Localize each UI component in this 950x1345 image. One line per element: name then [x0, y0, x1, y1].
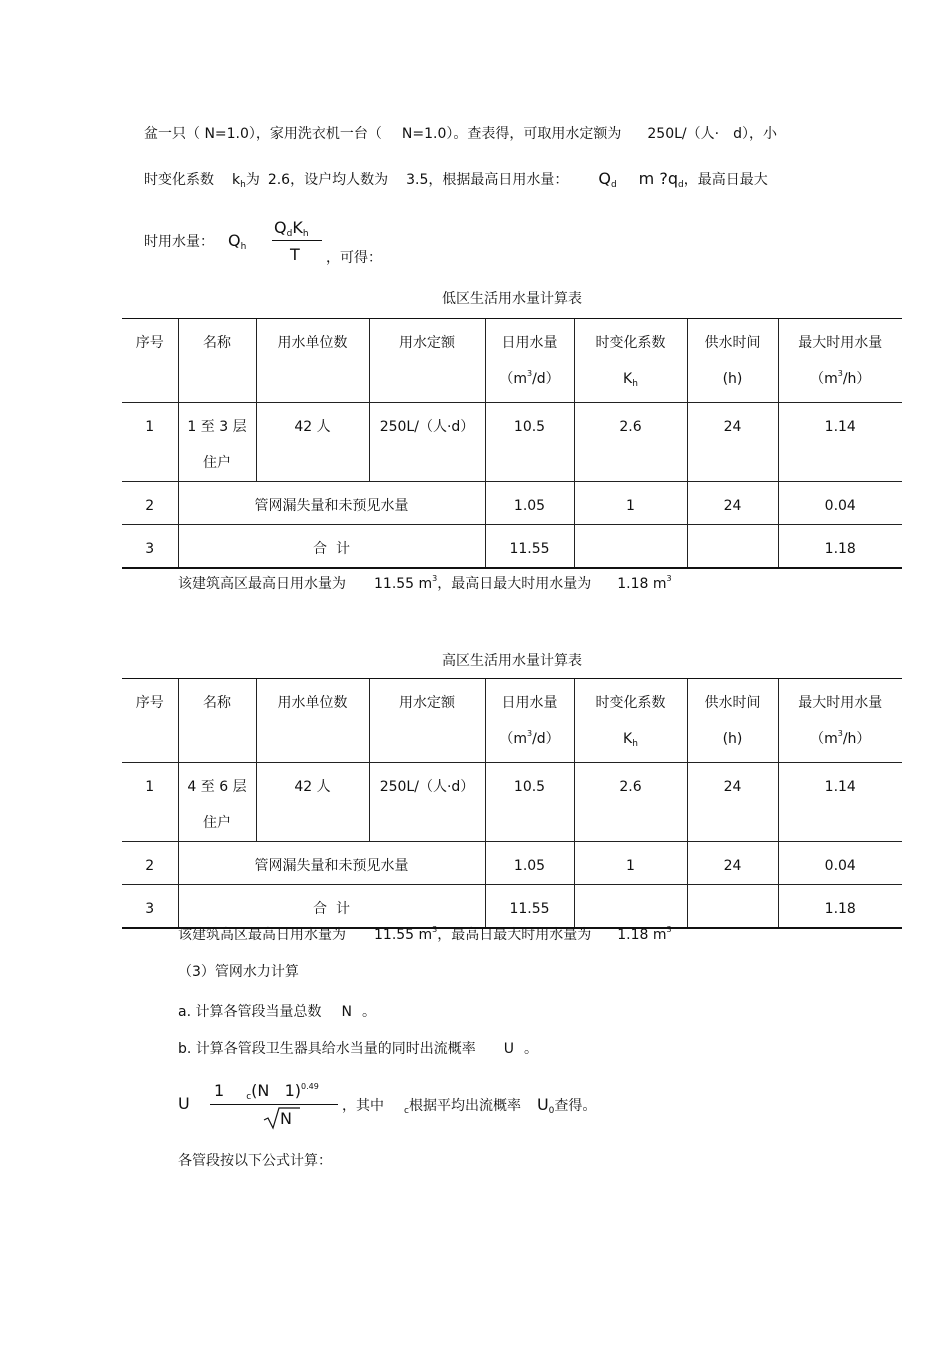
item-b-text: b. 计算各管段卫生器具给水当量的同时出流概率 [178, 1041, 476, 1057]
header-units: 用水单位数 [256, 319, 369, 403]
table-low-caption: 低区生活用水量计算表 [442, 291, 582, 307]
cell-hours: 24 [687, 482, 778, 525]
cell-name: 管网漏失量和未预见水量 [178, 842, 485, 885]
header-daily-label: 日用水量 [501, 695, 558, 711]
header-hours-unit: (h) [722, 731, 743, 747]
table-row [122, 525, 902, 569]
header-quota: 用水定额 [369, 319, 485, 403]
unit-sup: 3 [837, 729, 843, 738]
fraction-line [272, 240, 322, 241]
cell-seq: 2 [122, 842, 178, 885]
summary-sup: 3 [666, 574, 672, 583]
header-max-label: 最大时用水量 [798, 695, 883, 711]
header-daily [485, 319, 574, 403]
cell-name: 合 计 [178, 885, 485, 929]
kh-sym: K [623, 371, 633, 387]
cell-kh [574, 525, 687, 569]
cell-name-line2: 住户 [203, 815, 231, 831]
cell-seq: 1 [122, 403, 178, 482]
num-exp: 0.49 [301, 1082, 319, 1091]
unit-text: （m [499, 731, 527, 747]
summary-value: 1.18 m [617, 576, 667, 592]
item-b [178, 1040, 538, 1058]
summary-low [178, 575, 672, 595]
header-daily-label: 日用水量 [501, 335, 558, 351]
header-daily [485, 679, 574, 763]
cell-name-line1: 1 至 3 层 [187, 419, 247, 435]
Q-subscript: d [610, 180, 617, 190]
intro-line-2 [144, 170, 768, 194]
q-subscript: d [678, 180, 684, 190]
cell-kh: 2.6 [574, 763, 687, 842]
header-kh [574, 679, 687, 763]
num-Q-sub: d [286, 229, 293, 239]
item-a [178, 1003, 376, 1021]
summary-text: 该建筑高区最高日用水量为 [178, 927, 346, 943]
formula-U0-sub: 0 [548, 1106, 555, 1116]
kh-sub: h [632, 379, 638, 389]
header-name: 名称 [178, 319, 256, 403]
summary-high [178, 926, 672, 946]
cell-max: 1.18 [778, 525, 902, 569]
num-paren: (N 1) [251, 1081, 302, 1100]
summary-value: 1.18 m [617, 927, 667, 943]
cell-max: 0.04 [778, 482, 902, 525]
header-units: 用水单位数 [256, 679, 369, 763]
summary-text: 该建筑高区最高日用水量为 [178, 576, 346, 592]
num-K: K [292, 218, 303, 237]
header-max [778, 679, 902, 763]
summary-value: 11.55 m [374, 576, 433, 592]
table-row [122, 885, 902, 929]
formula-text: 查得。 [554, 1098, 597, 1114]
table-row [122, 403, 902, 482]
cell-hours: 24 [687, 763, 778, 842]
formula-U0: U [536, 1095, 549, 1114]
cell-daily: 1.05 [485, 482, 574, 525]
cell-name [178, 763, 256, 842]
header-quota: 用水定额 [369, 679, 485, 763]
cell-daily: 10.5 [485, 403, 574, 482]
intro-text: 2.6，设户均人数为 [267, 172, 389, 188]
unit-sup: 3 [526, 729, 533, 738]
table-row [122, 842, 902, 885]
cell-seq: 1 [122, 763, 178, 842]
cell-name-line2: 住户 [203, 455, 231, 471]
summary-value: 11.55 m [374, 927, 433, 943]
formula-numerator [214, 1082, 319, 1106]
cell-max: 1.18 [778, 885, 902, 929]
kh-subscript: h [240, 180, 246, 190]
unit-text: （m [810, 731, 838, 747]
formula-tail [342, 1096, 596, 1120]
intro-line-3 [144, 232, 246, 256]
cell-seq: 3 [122, 885, 178, 929]
cell-max: 1.14 [778, 403, 902, 482]
kh-sym: K [623, 731, 633, 747]
cell-hours [687, 885, 778, 929]
table-high-caption: 高区生活用水量计算表 [442, 653, 582, 669]
intro-text: 时变化系数 [144, 172, 214, 188]
Q-symbol: Q [598, 169, 611, 188]
header-kh-label: 时变化系数 [595, 335, 666, 351]
cell-hours: 24 [687, 403, 778, 482]
header-hours [687, 679, 778, 763]
cell-quota: 250L/（人·d） [369, 403, 485, 482]
num-one: 1 [214, 1081, 225, 1100]
unit-sup: 3 [526, 369, 533, 378]
header-seq: 序号 [122, 319, 178, 403]
item-a-symbol: N [341, 1004, 352, 1020]
num-c: c [246, 1092, 252, 1102]
section-3-title: （3）管网水力计算 [178, 964, 299, 980]
cell-seq: 2 [122, 482, 178, 525]
item-a-end: 。 [361, 1004, 376, 1020]
item-a-text: a. 计算各管段当量总数 [178, 1004, 322, 1020]
intro-text: 时用水量： [144, 234, 214, 250]
Qh-subscript: h [240, 242, 247, 252]
table-low [122, 318, 902, 569]
unit-text: /d） [532, 731, 560, 747]
unit-text: /h） [842, 371, 871, 387]
cell-seq: 3 [122, 525, 178, 569]
num-K-sub: h [302, 229, 309, 239]
cell-kh [574, 885, 687, 929]
intro-line-1 [144, 125, 777, 143]
formula-c: c [404, 1106, 409, 1116]
cell-daily: 1.05 [485, 842, 574, 885]
header-kh [574, 319, 687, 403]
cell-name: 合 计 [178, 525, 485, 569]
header-hours-label: 供水时间 [704, 335, 761, 351]
summary-sup: 3 [666, 925, 672, 934]
header-hours [687, 319, 778, 403]
cell-units: 42 人 [256, 403, 369, 482]
table-header-row [122, 679, 902, 763]
cell-name [178, 403, 256, 482]
unit-text: （m [810, 371, 838, 387]
table-row [122, 482, 902, 525]
intro-text: ，可得： [326, 250, 382, 266]
intro-text: N=1.0）。查表得，可取用水定额为 [401, 126, 622, 142]
cell-daily: 11.55 [485, 525, 574, 569]
formula-denominator: N [280, 1109, 292, 1128]
unit-sup: 3 [837, 369, 843, 378]
header-hours-label: 供水时间 [704, 695, 761, 711]
table-row [122, 763, 902, 842]
fraction-denominator: T [290, 245, 300, 264]
item-b-end: 。 [524, 1041, 539, 1057]
cell-hours [687, 525, 778, 569]
cell-kh: 1 [574, 482, 687, 525]
cell-daily: 11.55 [485, 885, 574, 929]
cell-hours: 24 [687, 842, 778, 885]
header-max-label: 最大时用水量 [798, 335, 883, 351]
num-Q: Q [274, 218, 287, 237]
summary-text: ，最高日最大时用水量为 [437, 576, 592, 592]
summary-text: ，最高日最大时用水量为 [437, 927, 592, 943]
kh-symbol: k [232, 172, 241, 188]
cell-daily: 10.5 [485, 763, 574, 842]
intro-text: d），小 [733, 126, 777, 142]
cell-kh: 2.6 [574, 403, 687, 482]
formula-text: 根据平均出流概率 [408, 1098, 521, 1114]
header-seq: 序号 [122, 679, 178, 763]
intro-text: 250L/（人· [647, 126, 720, 142]
intro-text: ，最高日最大 [683, 172, 768, 188]
item-b-symbol: U [503, 1041, 515, 1057]
formula-fraction-line [210, 1104, 338, 1105]
header-name: 名称 [178, 679, 256, 763]
cell-kh: 1 [574, 842, 687, 885]
summary-sup: 3 [432, 925, 438, 934]
cell-name-line1: 4 至 6 层 [187, 779, 247, 795]
cell-units: 42 人 [256, 763, 369, 842]
cell-name: 管网漏失量和未预见水量 [178, 482, 485, 525]
kh-sub: h [632, 739, 638, 749]
intro-text: 为 [245, 172, 260, 188]
header-hours-unit: (h) [722, 371, 743, 387]
formula-text: m ?q [638, 169, 678, 188]
table-high [122, 678, 902, 929]
summary-sup: 3 [432, 574, 438, 583]
unit-text: （m [499, 371, 527, 387]
intro-text: 3.5，根据最高日用水量： [406, 172, 569, 188]
cell-max: 0.04 [778, 842, 902, 885]
unit-text: /h） [842, 731, 871, 747]
cell-quota: 250L/（人·d） [369, 763, 485, 842]
formula-lhs: U [178, 1094, 190, 1113]
table-header-row [122, 319, 902, 403]
last-line: 各管段按以下公式计算： [178, 1153, 332, 1169]
formula-text: ，其中 [342, 1098, 384, 1114]
cell-max: 1.14 [778, 763, 902, 842]
Qh-symbol: Q [228, 231, 241, 250]
header-kh-label: 时变化系数 [595, 695, 666, 711]
header-max [778, 319, 902, 403]
unit-text: /d） [532, 371, 560, 387]
intro-text: 盆一只（ N=1.0），家用洗衣机一台（ [144, 126, 382, 142]
